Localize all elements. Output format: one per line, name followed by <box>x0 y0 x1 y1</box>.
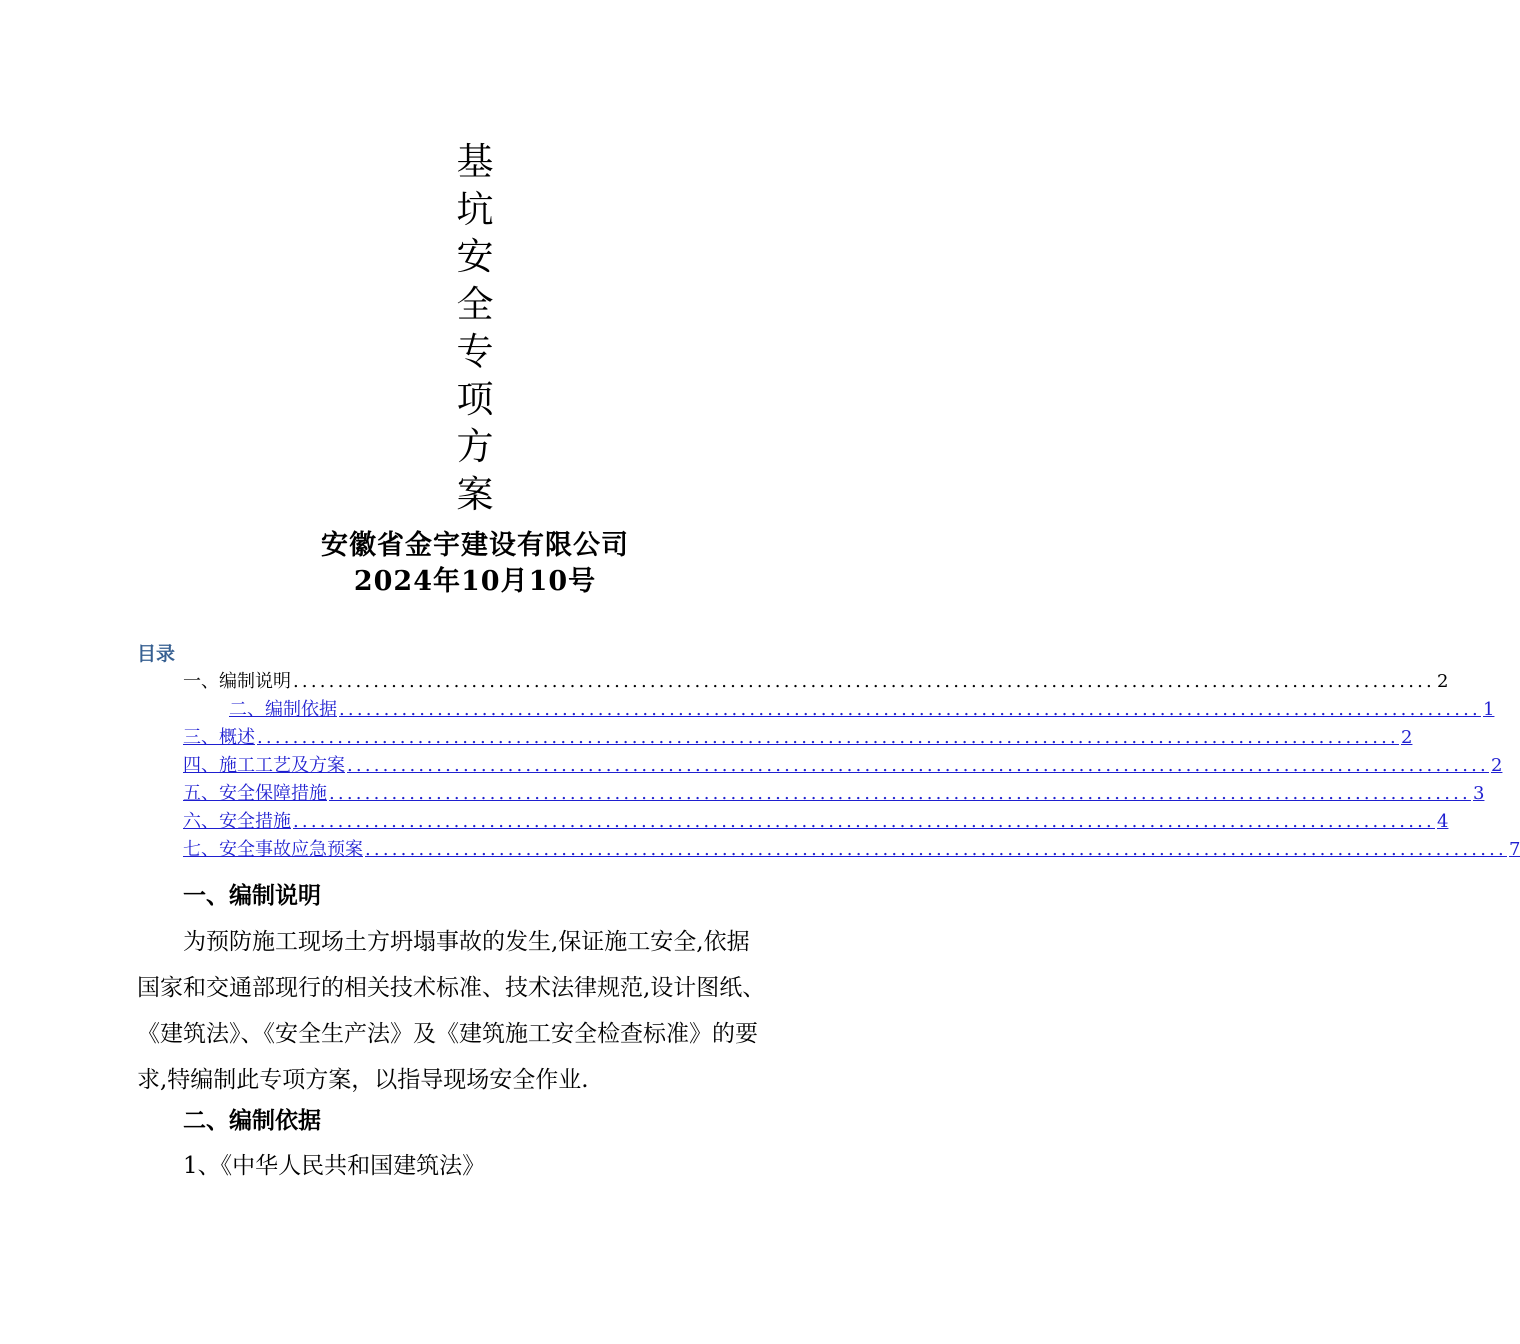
toc-item-page: 2 <box>1436 671 1449 692</box>
toc-item-number: 二、 <box>229 699 265 720</box>
toc-leader: ................................................................................................................................ <box>257 727 1399 748</box>
toc-item-number: 一、 <box>183 671 219 692</box>
toc-item-page: 2 <box>1400 727 1413 748</box>
toc-item-number: 三、 <box>183 727 219 748</box>
basis-list-item: 1、《中华人民共和国建筑法》 <box>183 1153 486 1179</box>
toc-item-3[interactable] <box>183 724 1413 751</box>
toc-leader: ................................................................................................................................ <box>293 811 1435 832</box>
toc-item-page: 3 <box>1472 783 1485 804</box>
document-title <box>0 138 950 518</box>
toc-item-page: 2 <box>1490 755 1503 776</box>
toc-item-label: 概述 <box>219 727 255 748</box>
toc-item-label: 安全措施 <box>219 811 291 832</box>
title-char: 专 <box>456 330 494 373</box>
toc-item-label: 施工工艺及方案 <box>219 755 345 776</box>
toc-item-page: 4 <box>1436 811 1449 832</box>
toc-heading: 目录 <box>137 643 176 665</box>
toc-item-6[interactable] <box>183 808 1449 835</box>
toc-item-1[interactable] <box>183 668 1449 695</box>
toc-item-label: 安全事故应急预案 <box>219 839 363 860</box>
toc-item-2[interactable] <box>229 696 1495 723</box>
toc-item-label: 安全保障措施 <box>219 783 327 804</box>
paragraph-line: 《建筑法》、《安全生产法》及《建筑施工安全检查标准》的要 <box>137 1021 758 1047</box>
title-char: 方 <box>456 425 494 468</box>
toc-item-4[interactable] <box>183 752 1503 779</box>
section-body-paragraph <box>137 919 861 1103</box>
toc-item-page: 7 <box>1508 839 1520 860</box>
toc-item-7[interactable] <box>183 836 1520 863</box>
section-heading-compilation-notes: 一、编制说明 <box>183 882 321 909</box>
title-char: 全 <box>456 282 494 326</box>
toc-leader: ................................................................................................................................ <box>347 755 1489 776</box>
section-heading-compilation-basis: 二、编制依据 <box>183 1107 321 1134</box>
document-date: 2024年10月10号 <box>353 566 597 597</box>
toc-item-number: 五、 <box>183 783 219 804</box>
company-name: 安徽省金宇建设有限公司 <box>321 530 629 561</box>
title-char: 基 <box>456 140 494 183</box>
title-char: 案 <box>456 472 494 516</box>
paragraph-line: 为预防施工现场土方坍塌事故的发生,保证施工安全,依据 <box>183 929 750 955</box>
toc-item-5[interactable] <box>183 780 1485 807</box>
title-char: 安 <box>456 235 494 278</box>
title-char: 坑 <box>456 187 494 231</box>
paragraph-line: 国家和交通部现行的相关技术标准、技术法律规范,设计图纸、 <box>137 975 766 1001</box>
toc-item-label: 编制说明 <box>219 671 291 692</box>
toc-item-number: 六、 <box>183 811 219 832</box>
toc-leader: ................................................................................................................................ <box>293 671 1435 692</box>
paragraph-line: 求,特编制此专项方案，以指导现场安全作业. <box>137 1067 589 1093</box>
toc-item-label: 编制依据 <box>265 699 337 720</box>
toc-leader: ................................................................................................................................ <box>365 839 1507 860</box>
title-char: 项 <box>456 377 494 421</box>
toc-item-number: 四、 <box>183 755 219 776</box>
toc-leader: ................................................................................................................................ <box>329 783 1471 804</box>
toc-item-page: 1 <box>1482 699 1495 720</box>
toc-leader: ................................................................................................................................ <box>339 699 1481 720</box>
toc-item-number: 七、 <box>183 839 219 860</box>
